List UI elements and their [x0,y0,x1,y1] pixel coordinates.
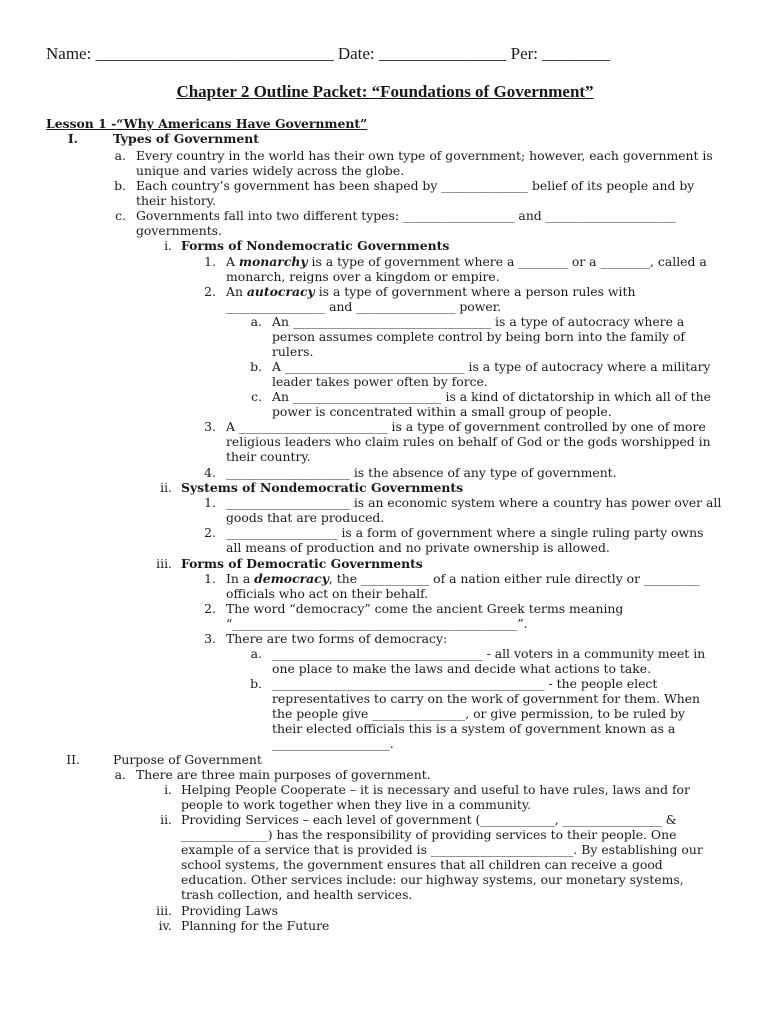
outline-text: school systems, the government ensures that all children can receive a good [181,857,663,872]
list-marker: b. [114,178,126,193]
outline-text: power is concentrated within a small group of people. [272,404,612,419]
key-term: democracy [254,571,329,586]
outline-text: __________________________________ - all voters in a community meet in [272,646,706,661]
outline-text: ________________ and ________________ power. [226,299,502,314]
list-marker: 1. [204,254,216,269]
list-marker: b. [250,359,262,374]
outline-text: Governments fall into two different types: __________________ and _____________________ [136,208,676,223]
section-marker: II. [66,752,80,767]
list-marker: c. [251,389,262,404]
key-term: monarchy [238,254,308,269]
list-marker: a. [250,314,262,329]
outline-text: Each country’s government has been shaped by ______________ belief of its people and by [136,178,695,193]
outline-text: the people give _______________, or give permission, to be ruled by [272,706,686,721]
list-marker: ii. [160,480,172,495]
outline-text: ______________) has the responsibility of providing services to their people. One [181,827,677,842]
list-marker: iii. [156,556,172,571]
outline-text: their elected officials this is a system of government known as a [272,721,676,736]
list-marker: a. [250,646,262,661]
outline-text: example of a service that is provided is _______________________. By establishing our [181,842,703,857]
text-segment: An [226,284,247,299]
list-marker: 1. [204,495,216,510]
outline-text: governments. [136,223,222,238]
outline-text: one place to make the laws and decide what actions to take. [272,661,652,676]
list-marker: a. [114,148,126,163]
text-segment: A [226,254,239,269]
outline-text: people to work together when they live in a community. [181,797,532,812]
text-segment: is a type of government where a person rules with [314,284,636,299]
lesson-heading: Lesson 1 -“Why Americans Have Government” [46,116,368,131]
outline-text: goods that are produced. [226,510,385,525]
outline-text: A _____________________________ is a type of autocracy where a military [272,359,711,374]
list-marker: b. [250,676,262,691]
outline-text: unique and varies widely across the globe. [136,163,405,178]
outline-text: There are three main purposes of government. [136,767,431,782]
outline-text: their country. [226,449,311,464]
outline-text: representatives to carry on the work of government for them. When [272,691,701,706]
list-marker: iv. [158,918,172,933]
outline-text: ____________________ is an economic system where a country has power over all [226,495,722,510]
section-heading: Purpose of Government [113,752,262,767]
outline-text: all means of production and no private ownership is allowed. [226,540,610,555]
outline-text: Planning for the Future [181,918,330,933]
outline-text: monarch, reigns over a kingdom or empire. [226,269,500,284]
list-marker: 1. [204,571,216,586]
outline-text [226,571,700,586]
list-marker: i. [164,238,172,253]
outline-text: their history. [136,193,217,208]
outline-text [226,254,707,269]
student-info-line: Name: ____________________________ Date: _______________ Per: ________ [46,44,611,63]
outline-text: Helping People Cooperate – it is necessary and useful to have rules, laws and for [181,782,690,797]
outline-text: There are two forms of democracy: [226,631,448,646]
text-segment: In a [226,571,255,586]
page-title: Chapter 2 Outline Packet: “Foundations of Government” [176,82,594,101]
outline-text: person assumes complete control by being born into the family of [272,329,686,344]
outline-text: ____________________ is the absence of any type of government. [226,465,617,480]
outline-text [226,284,635,299]
outline-text: Providing Services – each level of government (____________, ________________ & [181,812,677,827]
outline-text: ___________________. [272,736,394,751]
list-marker: 2. [204,525,216,540]
list-marker: 3. [204,419,216,434]
outline-text: religious leaders who claim rules on behalf of God or the gods worshipped in [226,434,711,449]
outline-text: leader takes power often by force. [272,374,488,389]
subsection-heading: Forms of Democratic Governments [181,556,423,571]
list-marker: 2. [204,601,216,616]
subsection-heading: Systems of Nondemocratic Governments [181,480,464,495]
outline-text: An ________________________ is a kind of dictatorship in which all of the [272,389,711,404]
list-marker: a. [114,767,126,782]
list-marker: c. [115,208,126,223]
list-marker: 4. [204,465,216,480]
list-marker: i. [164,782,172,797]
list-marker: iii. [156,903,172,918]
subsection-heading: Forms of Nondemocratic Governments [181,238,450,253]
outline-text: An ________________________________ is a type of autocracy where a [272,314,685,329]
outline-text: __________________ is a form of government where a single ruling party owns [226,525,704,540]
list-marker: 2. [204,284,216,299]
outline-text: rulers. [272,344,314,359]
outline-text: A ________________________ is a type of government controlled by one of more [226,419,706,434]
key-term: autocracy [246,284,315,299]
outline-text: “______________________________________________”. [226,616,528,631]
outline-text: Providing Laws [181,903,279,918]
text-segment: , the ___________ of a nation either rule directly or _________ [328,571,700,586]
section-heading: Types of Government [113,131,259,146]
text-segment: is a type of government where a ________ or a ________, called a [307,254,707,269]
outline-text: officials who act on their behalf. [226,586,429,601]
outline-text: education. Other services include: our highway systems, our monetary systems, [181,872,684,887]
section-marker: I. [67,131,78,146]
outline-text: Every country in the world has their own type of government; however, each government is [136,148,713,163]
list-marker: 3. [204,631,216,646]
list-marker: ii. [160,812,172,827]
outline-text: The word “democracy” come the ancient Greek terms meaning [226,601,624,616]
outline-text: trash collection, and health services. [181,887,413,902]
outline-text: ____________________________________________ - the people elect [272,676,658,691]
